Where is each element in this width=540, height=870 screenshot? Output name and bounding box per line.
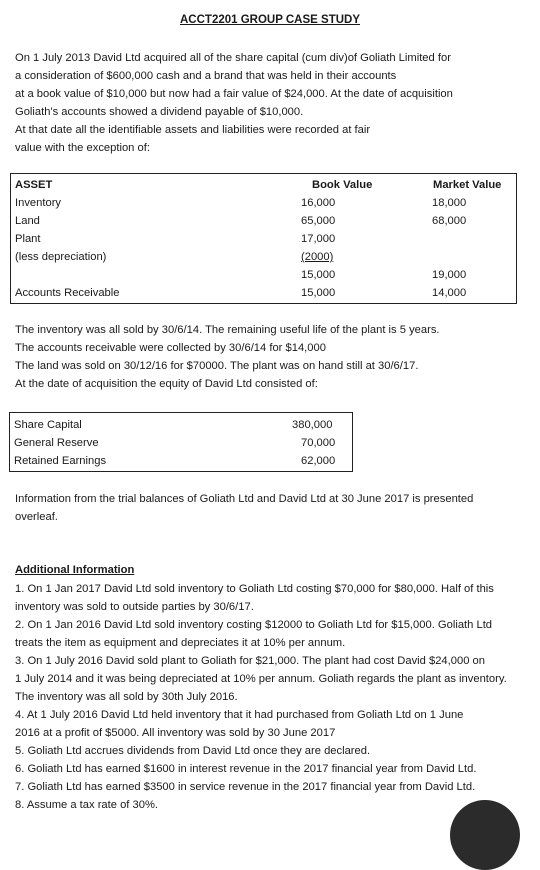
asset-name: Accounts Receivable [15, 287, 120, 299]
middle-line: The land was sold on 30/12/16 for $70000. The plant was on hand still at 30/6/17. [15, 360, 419, 372]
list-item: 4. At 1 July 2016 David Ltd held inventory that it had purchased from Goliath Ltd on 1 June [15, 709, 464, 721]
market-value: 14,000 [432, 287, 467, 299]
book-value: 15,000 [301, 269, 336, 281]
book-value-header: Book Value [312, 179, 373, 191]
market-value: 19,000 [432, 269, 467, 281]
intro-line: value with the exception of: [15, 142, 150, 154]
book-value: (2000) [301, 251, 334, 263]
book-value: 16,000 [301, 197, 336, 209]
middle-line: The inventory was all sold by 30/6/14. The remaining useful life of the plant is 5 years. [15, 324, 440, 336]
intro-line: Goliath's accounts showed a dividend payable of $10,000. [15, 106, 304, 118]
equity-value: 62,000 [301, 455, 336, 467]
list-item: 1. On 1 Jan 2017 David Ltd sold inventory to Goliath Ltd costing $70,000 for $80,000. Half of this [15, 583, 494, 595]
list-item: 8. Assume a tax rate of 30%. [15, 799, 159, 811]
equity-value: 380,000 [292, 419, 333, 431]
middle-line: At the date of acquisition the equity of David Ltd consisted of: [15, 378, 318, 390]
asset-table [10, 173, 517, 304]
trial-note-line: Information from the trial balances of Goliath Ltd and David Ltd at 30 June 2017 is presented [15, 493, 474, 505]
market-value: 18,000 [432, 197, 467, 209]
book-value: 65,000 [301, 215, 336, 227]
intro-line: at a book value of $10,000 but now had a fair value of $24,000. At the date of acquisition [15, 88, 453, 100]
book-value: 15,000 [301, 287, 336, 299]
page-title: ACCT2201 GROUP CASE STUDY [180, 14, 360, 26]
market-value-header: Market Value [433, 179, 502, 191]
asset-name: Plant [15, 233, 41, 245]
equity-table [9, 412, 353, 472]
list-item: 1 July 2014 and it was being depreciated at 10% per annum. Goliath regards the plant as inventory. [15, 673, 507, 685]
market-value: 68,000 [432, 215, 467, 227]
list-item: 2016 at a profit of $5000. All inventory was sold by 30 June 2017 [15, 727, 336, 739]
list-item: 2. On 1 Jan 2016 David Ltd sold inventory costing $12000 to Goliath Ltd for $15,000. Goliath Ltd [15, 619, 493, 631]
additional-info-heading: Additional Information [15, 564, 135, 576]
equity-label: Retained Earnings [14, 455, 107, 467]
list-item: treats the item as equipment and depreciates it at 10% per annum. [15, 637, 346, 649]
equity-label: General Reserve [14, 437, 99, 449]
list-item: 5. Goliath Ltd accrues dividends from David Ltd once they are declared. [15, 745, 371, 757]
middle-line: The accounts receivable were collected by 30/6/14 for $14,000 [15, 342, 326, 354]
list-item: 7. Goliath Ltd has earned $3500 in service revenue in the 2017 financial year from David Ltd. [15, 781, 476, 793]
list-item: The inventory was all sold by 30th July 2016. [15, 691, 238, 703]
intro-line: On 1 July 2013 David Ltd acquired all of the share capital (cum div)of Goliath Limited for [15, 52, 451, 64]
asset-header: ASSET [15, 179, 53, 191]
trial-note-line: overleaf. [15, 511, 58, 523]
book-value: 17,000 [301, 233, 336, 245]
equity-label: Share Capital [14, 419, 82, 431]
list-item: 6. Goliath Ltd has earned $1600 in interest revenue in the 2017 financial year from David Ltd. [15, 763, 477, 775]
asset-name: Land [15, 215, 40, 227]
intro-line: a consideration of $600,000 cash and a brand that was held in their accounts [15, 70, 397, 82]
list-item: 3. On 1 July 2016 David sold plant to Goliath for $21,000. The plant had cost David $24,000 on [15, 655, 485, 667]
asset-name: (less depreciation) [15, 251, 107, 263]
intro-line: At that date all the identifiable assets and liabilities were recorded at fair [15, 124, 371, 136]
equity-value: 70,000 [301, 437, 336, 449]
floating-action-button[interactable] [450, 800, 520, 870]
asset-name: Inventory [15, 197, 62, 209]
list-item: inventory was sold to outside parties by 30/6/17. [15, 601, 254, 613]
